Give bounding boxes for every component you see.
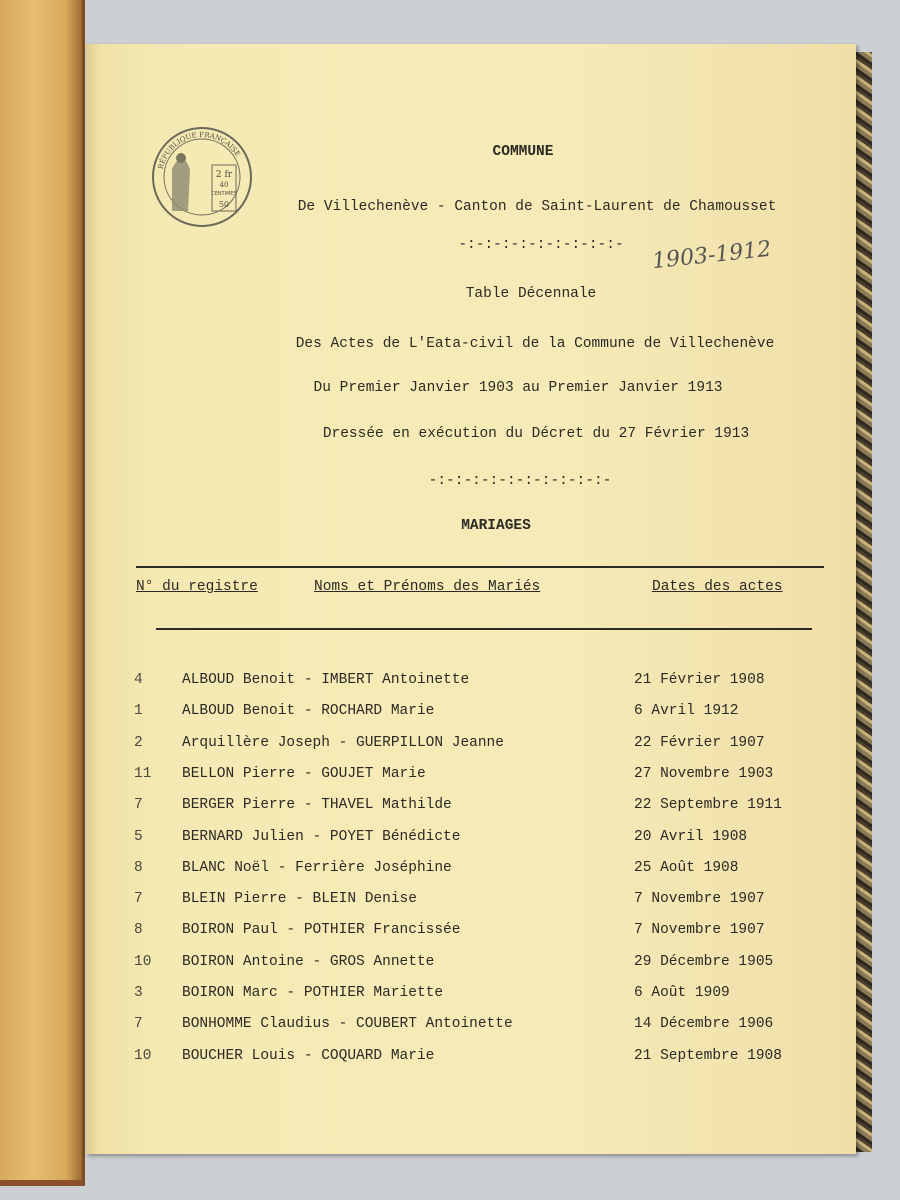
spouse-names: BLEIN Pierre - BLEIN Denise — [182, 891, 417, 908]
table-row — [86, 672, 856, 696]
act-date: 27 Novembre 1903 — [634, 765, 774, 782]
table-row — [86, 829, 856, 853]
act-date: 14 Décembre 1906 — [634, 1016, 774, 1033]
spouse-names: Arquillère Joseph - GUERPILLON Jeanne — [182, 734, 504, 751]
seal-ring-text: RÉPUBLIQUE FRANÇAISE — [156, 130, 242, 171]
table-row — [86, 1048, 856, 1072]
column-header-dates: Dates des actes — [652, 579, 783, 595]
seal-value-3: CENTIMES — [211, 191, 237, 197]
table-row — [86, 766, 856, 790]
act-date: 7 Novembre 1907 — [634, 922, 765, 939]
decree-line: Dressée en exécution du Décret du 27 Février 1913 — [322, 426, 750, 442]
seal-value-2: 40 — [219, 181, 229, 189]
register-number: 7 — [134, 797, 143, 814]
commune-label: COMMUNE — [492, 144, 554, 160]
register-number: 5 — [134, 828, 143, 845]
table-row — [86, 797, 856, 821]
spouse-names: BELLON Pierre - GOUJET Marie — [182, 765, 426, 782]
register-number: 11 — [134, 765, 152, 782]
fiscal-stamp-seal-icon — [150, 125, 254, 229]
register-number: 7 — [134, 1016, 143, 1033]
separator-bottom: -:-:-:-:-:-:-:-:-:-:- — [428, 473, 612, 489]
table-row — [86, 703, 856, 727]
act-date: 7 Novembre 1907 — [634, 891, 765, 908]
seal-value-4: 50 — [218, 200, 230, 209]
table-row — [86, 922, 856, 946]
register-number: 10 — [134, 953, 152, 970]
seal-value-1: 2 fr — [215, 170, 233, 180]
table-row — [86, 985, 856, 1009]
spouse-names: ALBOUD Benoit - ROCHARD Marie — [182, 703, 435, 720]
description-line: Des Actes de L'Eata-civil de la Commune de Villechenève — [295, 336, 775, 352]
spouse-names: BOIRON Antoine - GROS Annette — [182, 953, 435, 970]
table-row — [86, 735, 856, 759]
act-date: 25 Août 1908 — [634, 859, 739, 876]
spouse-names: BLANC Noël - Ferrière Joséphine — [182, 859, 452, 876]
spouse-names: BERGER Pierre - THAVEL Mathilde — [182, 797, 452, 814]
spouse-names: BOUCHER Louis - COQUARD Marie — [182, 1047, 435, 1064]
register-number: 7 — [134, 891, 143, 908]
column-header-names: Noms et Prénoms des Mariés — [314, 579, 541, 595]
table-row — [86, 860, 856, 884]
column-header-number: N° du registre — [136, 579, 258, 595]
register-number: 2 — [134, 734, 143, 751]
act-date: 6 Août 1909 — [634, 985, 730, 1001]
act-date: 6 Avril 1912 — [634, 703, 739, 720]
act-date: 22 Septembre 1911 — [634, 797, 782, 814]
register-number: 10 — [134, 1047, 152, 1064]
register-number: 3 — [134, 985, 143, 1001]
period-line: Du Premier Janvier 1903 au Premier Janvier 1913 — [313, 380, 723, 396]
act-date: 22 Février 1907 — [634, 734, 765, 751]
act-date: 20 Avril 1908 — [634, 828, 748, 845]
section-title: MARIAGES — [461, 518, 531, 534]
act-date: 21 Septembre 1908 — [634, 1047, 782, 1064]
commune-line: De Villechenève - Canton de Saint-Laurent de Chamousset — [297, 199, 777, 215]
register-number: 4 — [134, 672, 143, 688]
table-title: Table Décennale — [465, 286, 597, 302]
table-top-rule — [136, 566, 824, 568]
register-number: 8 — [134, 859, 143, 876]
spouse-names: BOIRON Marc - POTHIER Mariette — [182, 985, 444, 1001]
handwritten-years: 1903-1912 — [651, 236, 773, 275]
spouse-names: ALBOUD Benoit - IMBERT Antoinette — [182, 672, 470, 688]
book-cover-left — [0, 0, 85, 1186]
register-number: 8 — [134, 922, 143, 939]
entries-list — [86, 672, 856, 1082]
spouse-names: BERNARD Julien - POYET Bénédicte — [182, 828, 461, 845]
table-row — [86, 891, 856, 915]
register-number: 1 — [134, 703, 143, 720]
separator-top: -:-:-:-:-:-:-:-:-:- — [458, 237, 624, 253]
table-row — [86, 954, 856, 978]
spouse-names: BONHOMME Claudius - COUBERT Antoinette — [182, 1016, 513, 1033]
table-header-rule — [156, 628, 812, 630]
spouse-names: BOIRON Paul - POTHIER Francissée — [182, 922, 461, 939]
act-date: 21 Février 1908 — [634, 672, 765, 688]
act-date: 29 Décembre 1905 — [634, 953, 774, 970]
table-row — [86, 1016, 856, 1040]
